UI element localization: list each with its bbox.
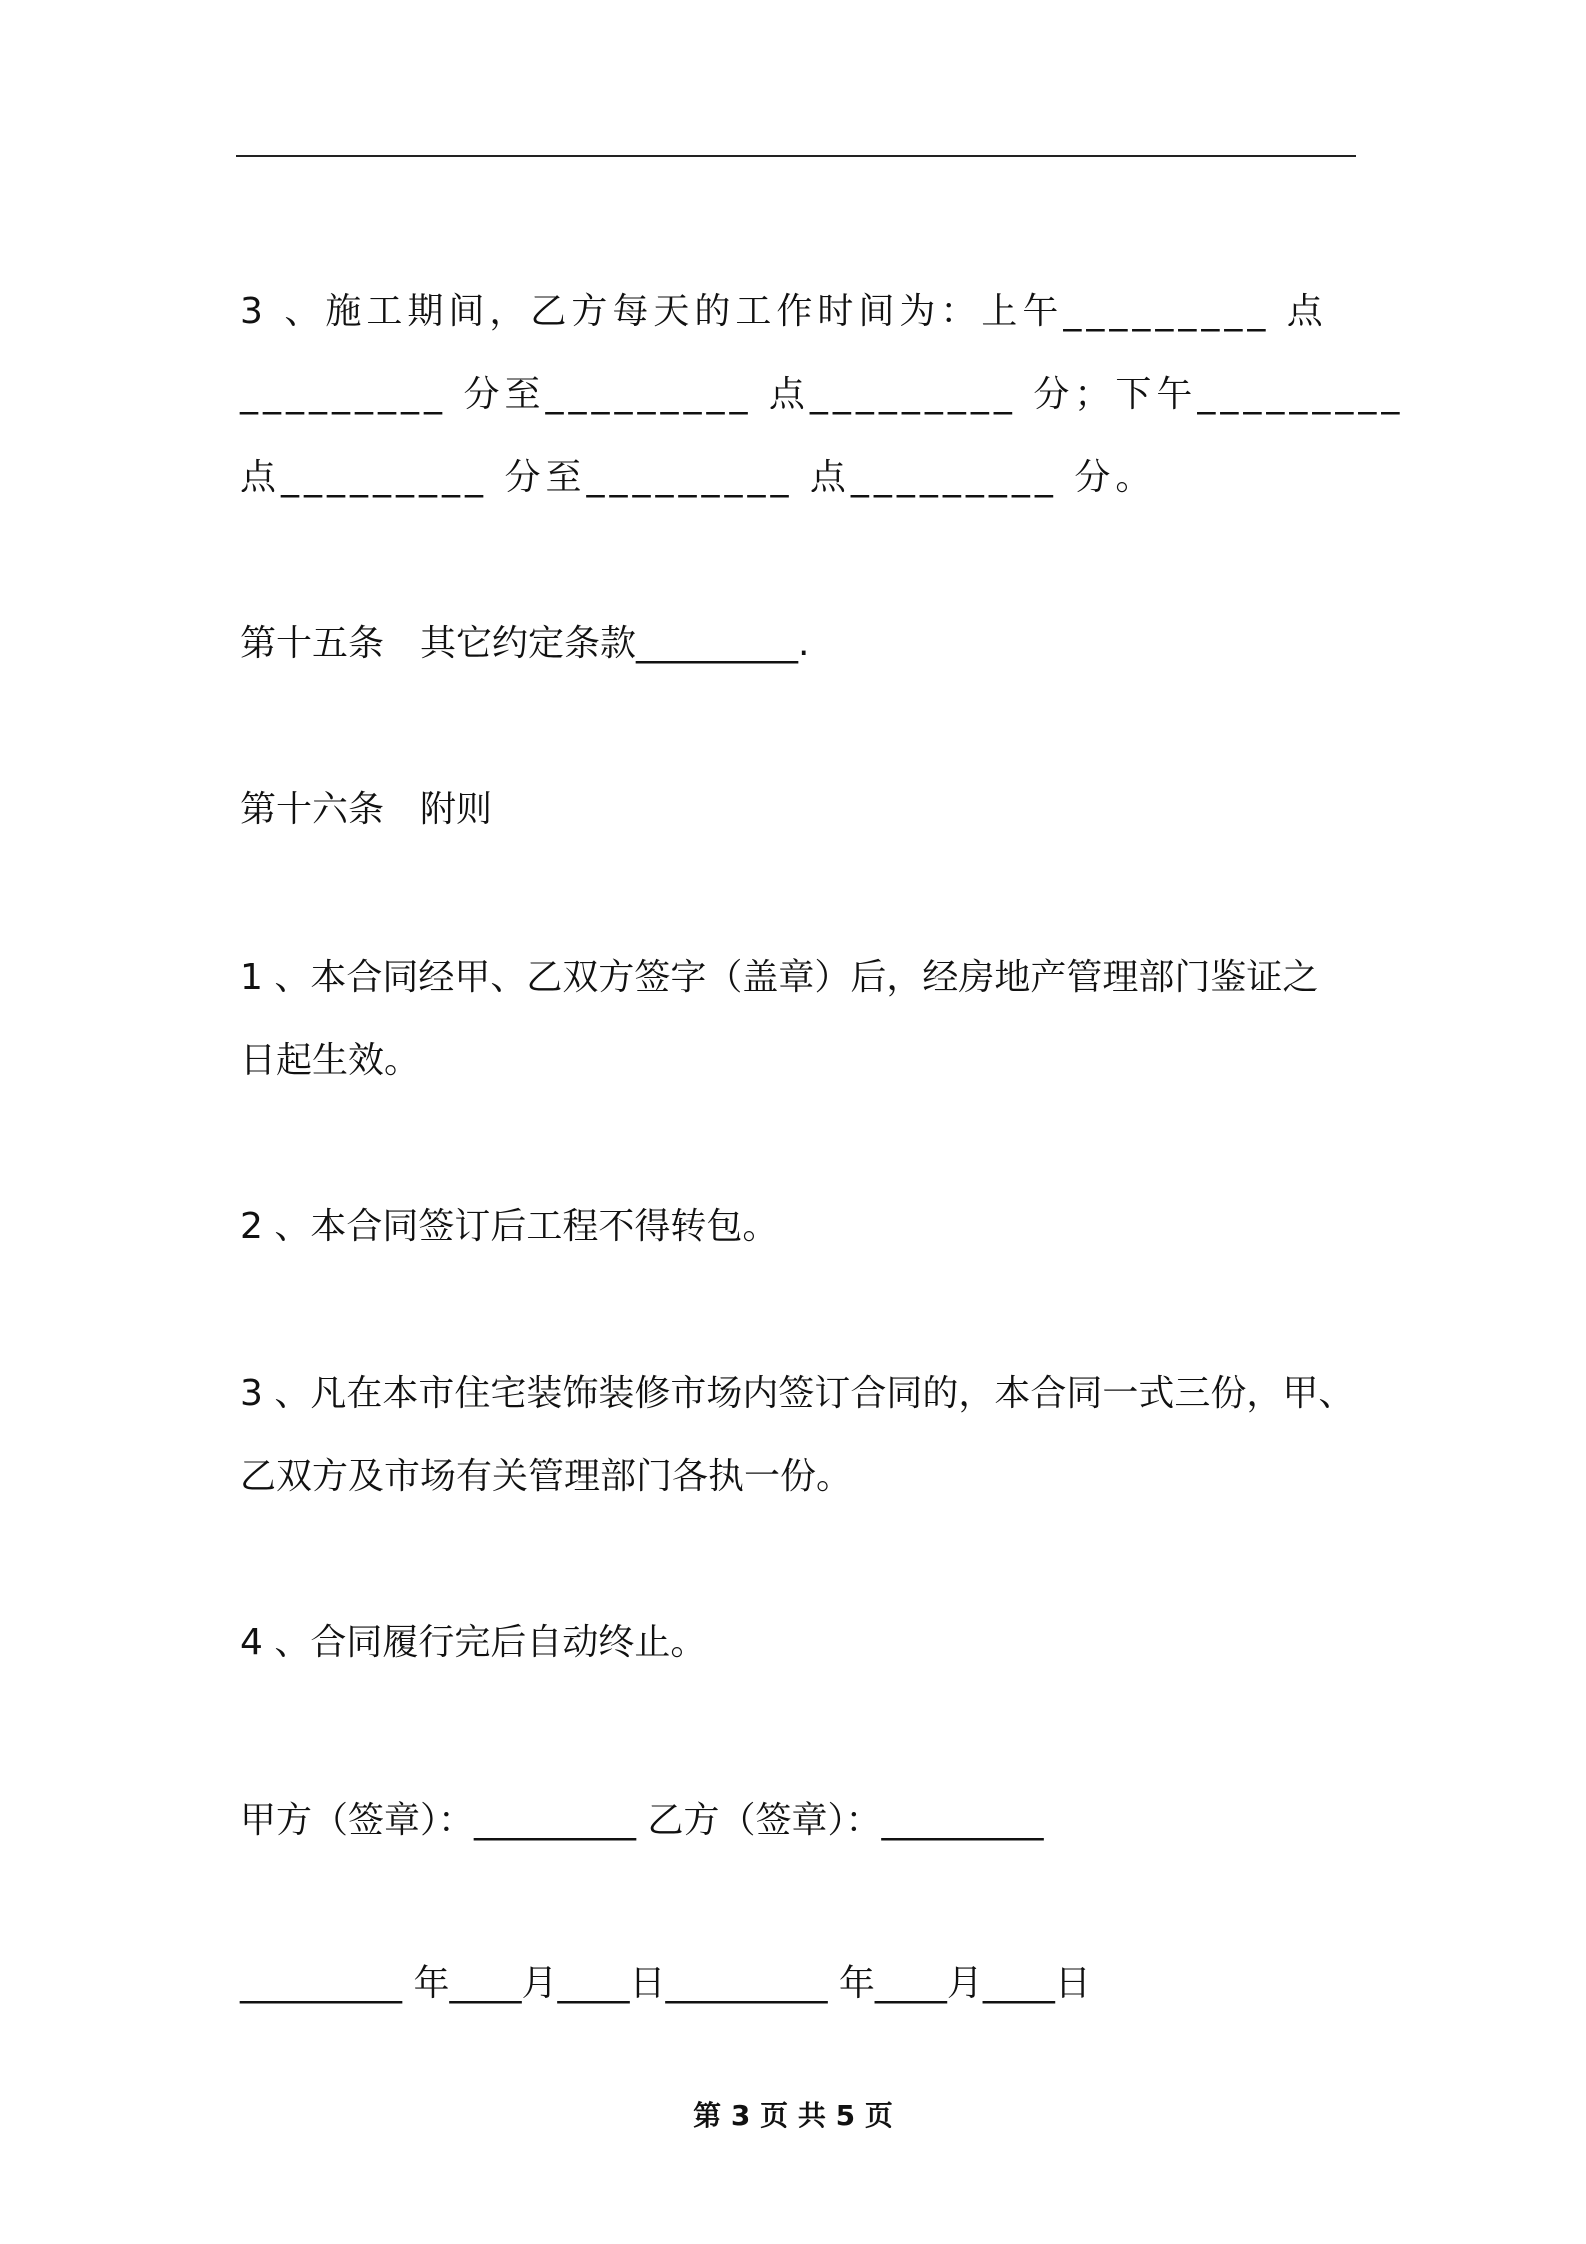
header-rule: [236, 155, 1356, 157]
clause-14-item-3-line-3: 点_________ 分至_________ 点_________ 分。: [240, 457, 1157, 498]
clause-16-item-1-line-2: 日起生效。: [240, 1040, 421, 1081]
clause-15-heading: 第十五条 其它约定条款_________.: [240, 623, 810, 664]
clause-16-item-3-line-1: 3 、凡在本市住宅装饰装修市场内签订合同的，本合同一式三份，甲、: [240, 1373, 1355, 1414]
clause-16-item-3-line-2: 乙双方及市场有关管理部门各执一份。: [240, 1456, 853, 1497]
signature-line: 甲方（签章）：_________ 乙方（签章）：_________: [240, 1800, 1044, 1841]
clause-16-item-4: 4 、合同履行完后自动终止。: [240, 1622, 707, 1663]
page-number: 第 3 页 共 5 页: [693, 2099, 893, 2132]
clause-16-item-2: 2 、本合同签订后工程不得转包。: [240, 1206, 779, 1247]
clause-14-item-3-line-1: 3 、施工期间，乙方每天的工作时间为：上午_________ 点: [240, 291, 1328, 332]
clause-16-item-1-line-1: 1 、本合同经甲、乙双方签字（盖章）后，经房地产管理部门鉴证之: [240, 957, 1319, 998]
date-line: _________ 年____月____日_________ 年____月____日: [240, 1963, 1091, 2004]
clause-16-heading: 第十六条 附则: [240, 789, 493, 830]
clause-14-item-3-line-2: _________ 分至_________ 点_________ 分；下午_________: [240, 374, 1405, 415]
